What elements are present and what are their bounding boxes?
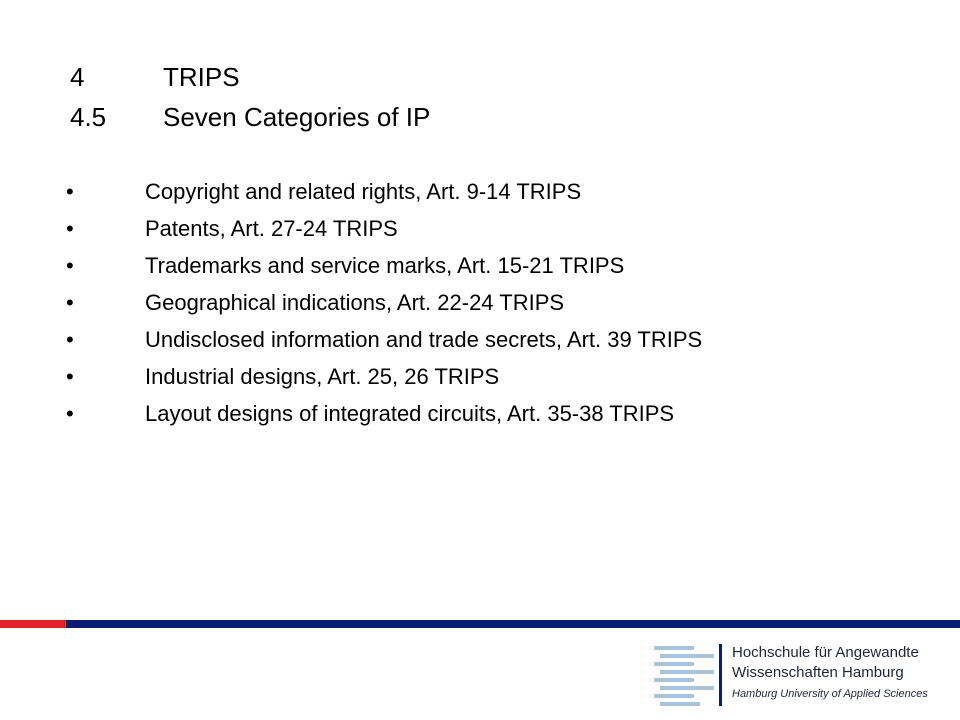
university-logo (652, 644, 952, 706)
list-item (64, 358, 702, 395)
logo-divider (719, 644, 722, 706)
list-item-text: Industrial designs, Art. 25, 26 TRIPS (145, 364, 500, 389)
list-item-text: Undisclosed information and trade secrets, Art. 39 TRIPS (145, 327, 703, 352)
bullet-icon: • (66, 327, 74, 352)
institution-name (732, 643, 928, 705)
institution-name-line-2: Wissenschaften Hamburg (732, 664, 904, 681)
bullet-icon: • (66, 216, 74, 241)
subsection-number: 4.5 (70, 102, 107, 132)
section-title: TRIPS (163, 62, 240, 92)
institution-name-english: Hamburg University of Applied Sciences (732, 688, 928, 700)
list-item (64, 321, 702, 358)
list-item (64, 247, 702, 284)
list-item-text: Copyright and related rights, Art. 9-14 TRIPS (145, 179, 582, 204)
bullet-icon: • (66, 290, 74, 315)
bullet-icon: • (66, 364, 74, 389)
list-item (64, 395, 702, 432)
ip-categories-list (64, 173, 702, 432)
subsection-title: Seven Categories of IP (163, 102, 431, 132)
list-item-text: Geographical indications, Art. 22-24 TRIPS (145, 290, 565, 315)
footer-brand-bar (66, 620, 960, 628)
list-item-text: Trademarks and service marks, Art. 15-21 TRIPS (145, 253, 625, 278)
list-item (64, 284, 702, 321)
list-item-text: Patents, Art. 27-24 TRIPS (145, 216, 398, 241)
section-number: 4 (70, 62, 85, 92)
footer-accent-bar (0, 620, 66, 628)
list-item (64, 173, 702, 210)
haw-logo-icon (652, 644, 714, 706)
bullet-icon: • (66, 253, 74, 278)
bullet-icon: • (66, 401, 74, 426)
section-heading (70, 62, 240, 92)
bullet-icon: • (66, 179, 74, 204)
subsection-heading (70, 102, 430, 132)
list-item (64, 210, 702, 247)
institution-name-line-1: Hochschule für Angewandte (732, 644, 919, 661)
list-item-text: Layout designs of integrated circuits, Art. 35-38 TRIPS (145, 401, 675, 426)
